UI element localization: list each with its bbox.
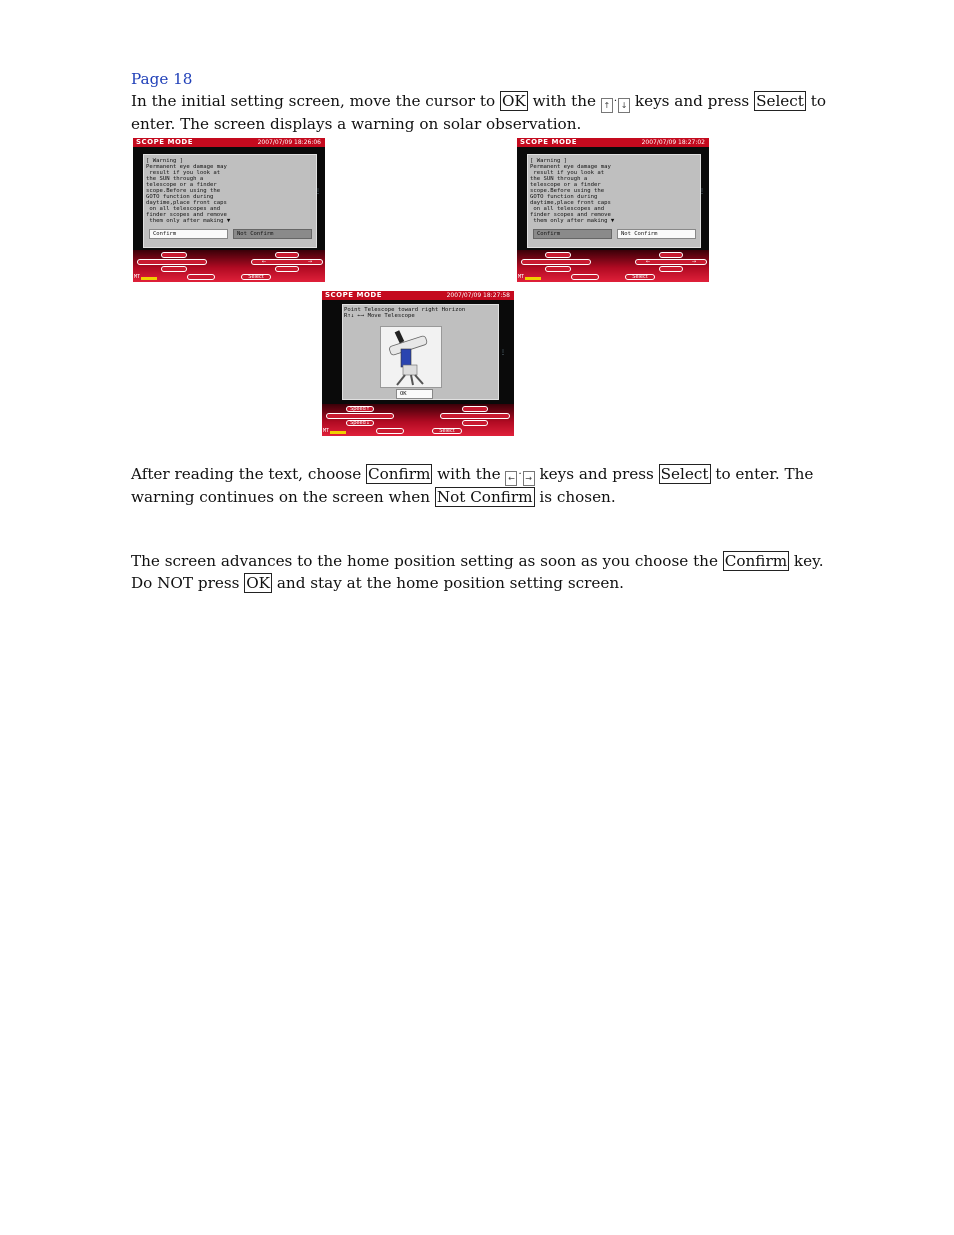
separator-dot: · [613,96,618,107]
screen-timestamp: 2007/07/09 18:27:58 [446,292,510,299]
page-number: Page 18 [131,70,193,88]
home-instruction-1: Point Telescope toward right Horizon [344,307,466,313]
confirm-key-label: Confirm [368,465,431,483]
menu-button[interactable] [571,274,599,280]
confirm-button[interactable]: Confirm [533,229,612,239]
after-text-3: keys and press [534,465,659,483]
right-arrow-icon: → [307,259,313,265]
warning-dialog [143,154,317,248]
down-pad-button[interactable] [545,266,571,272]
down-pad-button[interactable] [161,266,187,272]
advance-paragraph [131,550,831,594]
separator-dot: · [518,469,522,480]
motor-indicator: MT [134,274,141,280]
battery-bar [141,277,157,280]
left-right-pad-button[interactable] [440,413,510,419]
warning-screen-not-confirm [517,138,709,282]
up-pad-button[interactable] [161,252,187,258]
speed-down-label: Speed↓ [350,420,370,426]
select-button-label: Select [439,428,455,434]
screen-mode-title: SCOPE MODE [325,291,382,299]
screen-mode-title: SCOPE MODE [136,138,193,146]
warning-text: [ Warning ] Permanent eye damage may result if you look at the SUN through a telescope or a finder scope.Before using the GOTO function during daytime,place front caps on all telescopes and finder scopes and remove them only after making ▼ [530,158,615,224]
scroll-indicator-icon: ⋮ [500,349,506,356]
select-key-label: Select [756,92,804,110]
ok-key-label: OK [246,574,271,592]
scroll-indicator-icon: ⋮ [315,188,321,195]
up-pad-button[interactable] [545,252,571,258]
after-paragraph [131,463,831,508]
up-arrow-button[interactable] [462,406,488,412]
mid-pad-button[interactable] [137,259,207,265]
mid-pad-button[interactable] [521,259,591,265]
screen-timestamp: 2007/07/09 18:27:02 [641,139,705,146]
intro-text-3: keys and press [630,92,755,110]
warning-text: [ Warning ] Permanent eye damage may result if you look at the SUN through a telescope or a finder scope.Before using the GOTO function during daytime,place front caps on all telescopes and finder scopes and remove them only after making ▼ [146,158,231,224]
scroll-indicator-icon: ⋮ [699,188,705,195]
battery-bar [330,431,346,434]
home-ok-button[interactable]: OK [396,389,433,399]
up-arrow-button[interactable] [659,252,683,258]
screen-title-bar [322,291,514,300]
home-position-screen [322,291,514,436]
after-text-2: with the [432,465,506,483]
warning-screen-confirm [133,138,325,282]
intro-text-1: In the initial setting screen, move the cursor to [131,92,500,110]
select-key-label: Select [660,465,709,483]
telescope-mount-icon [381,327,441,387]
select-button-label: Select [632,274,648,280]
intro-text-4: to enter. The screen displays a warning on solar observation. [131,92,826,133]
up-arrow-key-icon: ↑ [601,98,613,113]
advance-text-2: key. Do NOT press [131,552,824,592]
right-arrow-key-icon: → [523,471,535,486]
screen-mode-title: SCOPE MODE [520,138,577,146]
down-arrow-key-icon: ↓ [618,98,630,113]
intro-paragraph [131,90,831,135]
after-text-1: After reading the text, choose [131,465,367,483]
screen-timestamp: 2007/07/09 18:26:06 [257,139,321,146]
after-text-5: is chosen. [534,488,616,506]
up-arrow-button[interactable] [275,252,299,258]
screen-title-bar [133,138,325,147]
battery-bar [525,277,541,280]
menu-button[interactable] [376,428,404,434]
screen-title-bar [517,138,709,147]
not-confirm-key-label: Not Confirm [436,488,533,506]
after-text-4: to enter. The warning continues on the screen when [131,465,814,506]
confirm-button[interactable]: Confirm [149,229,228,239]
down-arrow-button[interactable] [275,266,299,272]
intro-text-2: with the [527,92,601,110]
control-panel [322,404,514,436]
down-arrow-button[interactable] [659,266,683,272]
ok-key-label: OK [501,92,526,110]
motor-indicator: MT [323,428,330,434]
control-panel [517,250,709,282]
motor-indicator: MT [518,274,525,280]
down-arrow-button[interactable] [462,420,488,426]
left-arrow-icon: ← [645,259,651,265]
speed-up-label: Speed↑ [350,406,370,412]
home-dialog [342,304,499,400]
control-panel [133,250,325,282]
warning-dialog [527,154,701,248]
advance-text-1: The screen advances to the home position setting as soon as you choose the [131,552,723,570]
select-button-label: Select [248,274,264,280]
advance-text-3: and stay at the home position setting screen. [272,574,624,592]
mid-pad-button[interactable] [326,413,394,419]
home-instruction-2: R↑↓ ←→ Move Telescope [344,313,415,319]
right-arrow-icon: → [691,259,697,265]
left-arrow-key-icon: ← [505,471,517,486]
telescope-image [380,326,442,388]
not-confirm-button[interactable]: Not Confirm [233,229,312,239]
confirm-key-label: Confirm [724,552,788,570]
not-confirm-button[interactable]: Not Confirm [617,229,696,239]
menu-button[interactable] [187,274,215,280]
left-arrow-icon: ← [261,259,267,265]
